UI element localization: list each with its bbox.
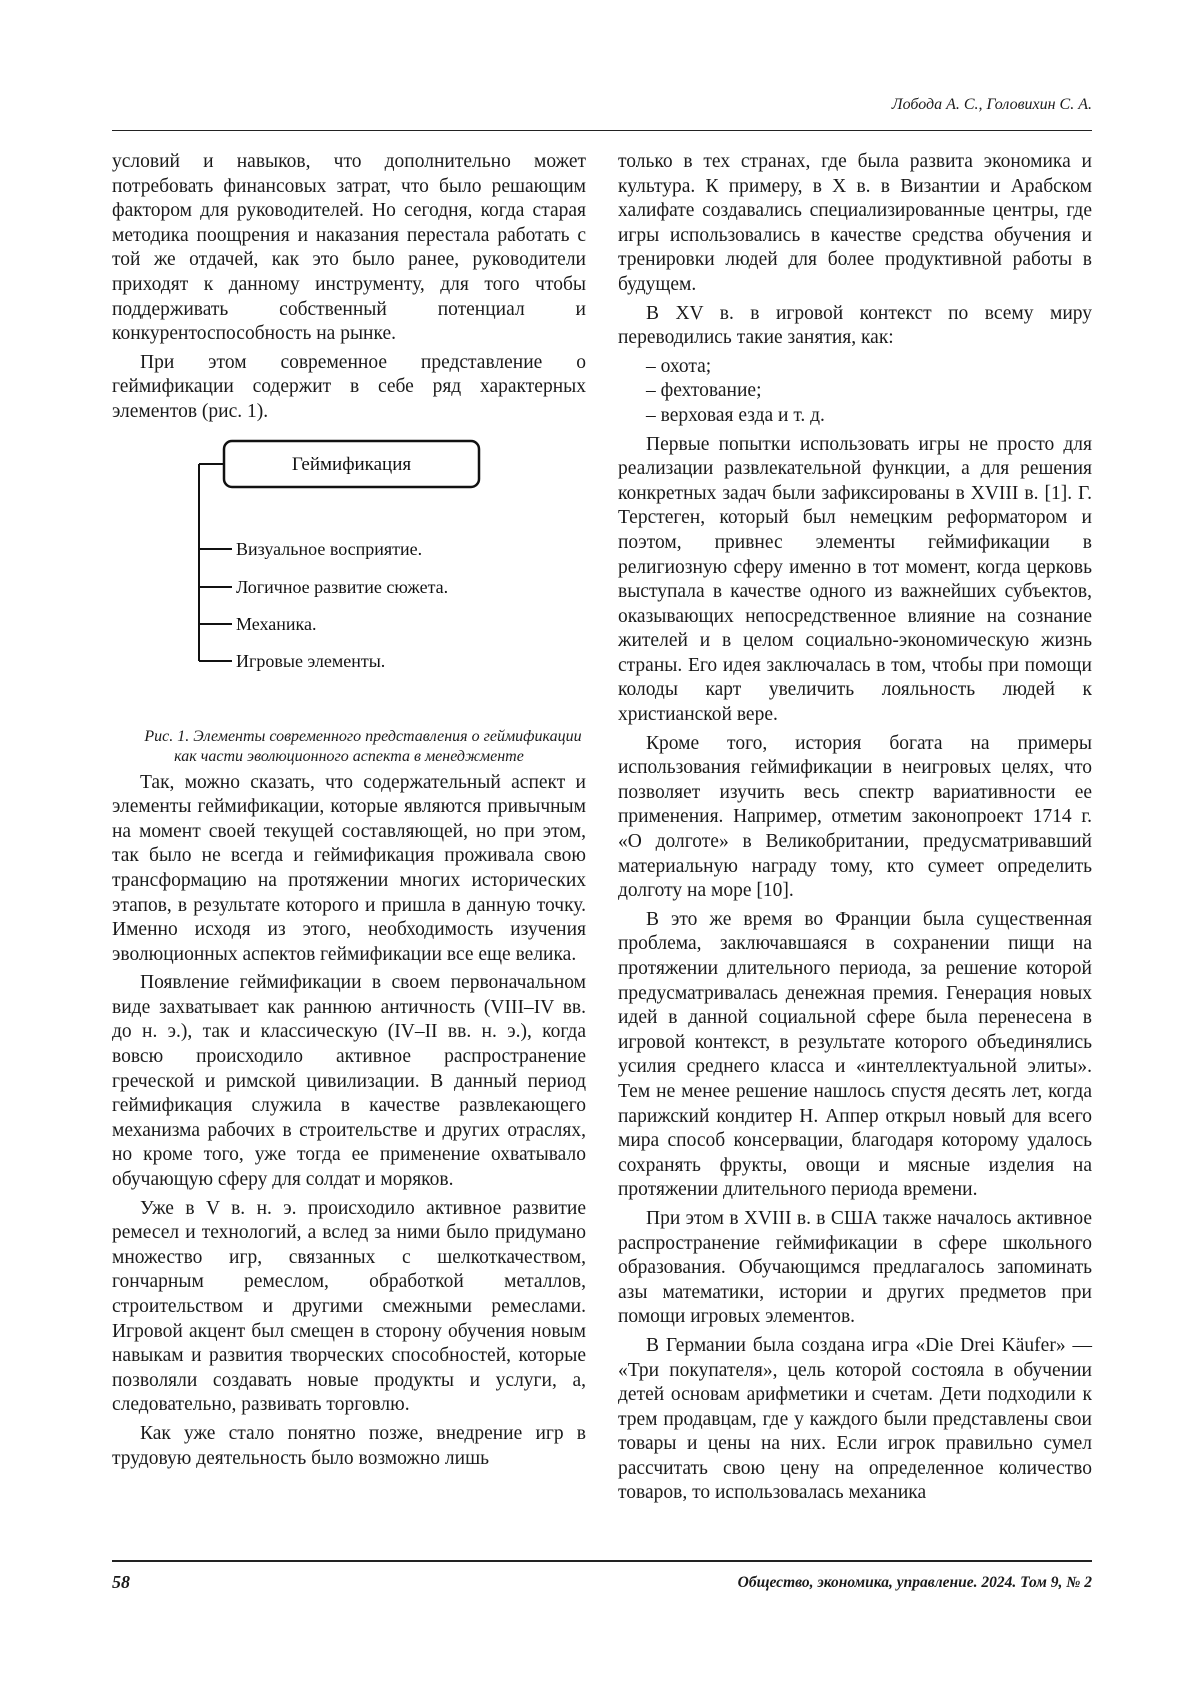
list-item: – фехтование; [646, 380, 762, 402]
figure-caption: Рис. 1. Элементы современного представления о геймификации как части эволюционного аспекта в менеджменте [144, 727, 582, 765]
paragraph: условий и навыков, что дополнительно может потребовать финансовых затрат, что было решающим фактором для руководителей. Но сегодня, когда старая методика поощрения и наказания перестала работать с той же отдачей, как это было ранее, руководители приходят к данному инструменту, для того чтобы поддерживать собственный потенциал и конкурентоспособность на рынке. [112, 151, 586, 345]
page-number: 58 [112, 1572, 130, 1592]
paragraph: Появление геймификации в своем первоначальном виде захватывает как раннюю античность (VIII–IV вв. до н. э.), так и классическую (IV–II вв. н. э.), когда вовсю происходило активное распространение греческой и римской цивилизации. В данный период геймификация служила в качестве развлекающего механизма рабочих в строительстве и других отраслях, но кроме того, уже тогда ее применение охватывало обучающую сферу для солдат и моряков. [112, 972, 586, 1191]
diagram-item: Механика. [236, 613, 317, 634]
running-header: Лобода А. С., Головихин С. А. [891, 96, 1092, 113]
paragraph: Как уже стало понятно позже, внедрение игр в трудовую деятельность было возможно лишь [112, 1422, 586, 1469]
journal-citation: Общество, экономика, управление. 2024. Том 9, № 2 [737, 1574, 1092, 1591]
list-item: – охота; [646, 355, 712, 377]
root-label: Геймификация [291, 453, 412, 475]
paragraph: Так, можно сказать, что содержательный аспект и элементы геймификации, которые являются привычным на момент своей текущей составляющей, но при этом, так было не всегда и геймификация проживала свою трансформацию на протяжении многих исторических этапов, в результате которого и пришла в данную точку. Именно исходя из этого, необходимость изучения эволюционных аспектов геймификации все еще велика. [112, 771, 586, 965]
right-column [618, 150, 1092, 1510]
figure-gamification-diagram [112, 435, 586, 721]
footer-rule [112, 1560, 1092, 1562]
paragraph: В это же время во Франции была существенная проблема, заключавшаяся в сохранении пищи на протяжении длительного периода, за решение которой предусматривалась денежная премия. Генерация новых идей в данной социальной сфере была перенесена в игровой контекст, в результате которого объединялись усилия среднего класса и «интеллектуальной элиты». Тем не менее решение нашлось спустя десять лет, когда парижский кондитер Н. Аппер открыл новый для всего мира способ консервации, благодаря которому удалось сохранять фрукты, овощи и мясные изделия на протяжении длительного периода времени. [618, 908, 1092, 1201]
list-item: – верховая езда и т. д. [646, 404, 825, 426]
diagram-item: Визуальное восприятие. [236, 538, 423, 559]
diagram-item: Логичное развитие сюжета. [236, 576, 449, 597]
header-rule [112, 130, 1092, 131]
left-column [112, 150, 586, 1475]
paragraph: При этом в XVIII в. в США также началось активное распространение геймификации в сфере школьного образования. Обучающимся предлагалось запоминать азы математики, истории и других предметов при помощи игровых элементов. [618, 1207, 1092, 1328]
paragraph: В Германии была создана игра «Die Drei Käufer» — «Три покупателя», цель которой состояла в обучении детей основам арифметики и счетам. Дети подходили к трем продавцам, где у каждого были представлены свои товары и цены на них. Если игрок правильно сумел рассчитать свою цену на определенное количество товаров, то использовалась механика [618, 1334, 1092, 1504]
paragraph: Кроме того, история богата на примеры использования геймификации в неигровых целях, что позволяет изучить весь спектр вариативности ее применения. Например, отметим законопроект 1714 г. «О долготе» в Великобритании, предусматривавший материальную награду тому, кто сумеет определить долготу на море [10]. [618, 732, 1092, 902]
paragraph: В XV в. в игровой контекст по всему миру переводились такие занятия, как: [618, 302, 1092, 349]
paragraph: Уже в V в. н. э. происходило активное развитие ремесел и технологий, а вслед за ними было придумано множество игр, связанных с шелкоткачеством, гончарным ремеслом, обработкой металлов, строительством и другими смежными ремеслами. Игровой акцент был смещен в сторону обучения новым навыкам и развития творческих способностей, которые позволяли создавать новые продукты и услуги, а, следовательно, развивать торговлю. [112, 1197, 586, 1416]
activity-list [618, 355, 1092, 429]
diagram-item: Игровые элементы. [236, 650, 386, 671]
diagram-svg [112, 435, 586, 721]
paragraph: При этом современное представление о геймификации содержит в себе ряд характерных элементов (рис. 1). [112, 351, 586, 422]
paragraph: Первые попытки использовать игры не просто для реализации развлекательной функции, а для решения конкретных задач были зафиксированы в XVIII в. [1]. Г. Терстеген, который был немецким реформатором и поэтом, привнес элементы геймификации в религиозную сферу именно в тот момент, когда церковь выступала в качестве одного из важнейших субъектов, оказывающих непосредственное влияние на сознание жителей и в целом социально-экономическую жизнь страны. Его идея заключалась в том, чтобы при помощи колоды карт увеличить лояльность людей к христианской вере. [618, 433, 1092, 726]
paragraph: только в тех странах, где была развита экономика и культура. К примеру, в X в. в Византии и Арабском халифате создавались специализированные центры, где игры использовались в качестве средства обучения и тренировки людей для более продуктивной работы в будущем. [618, 151, 1092, 295]
